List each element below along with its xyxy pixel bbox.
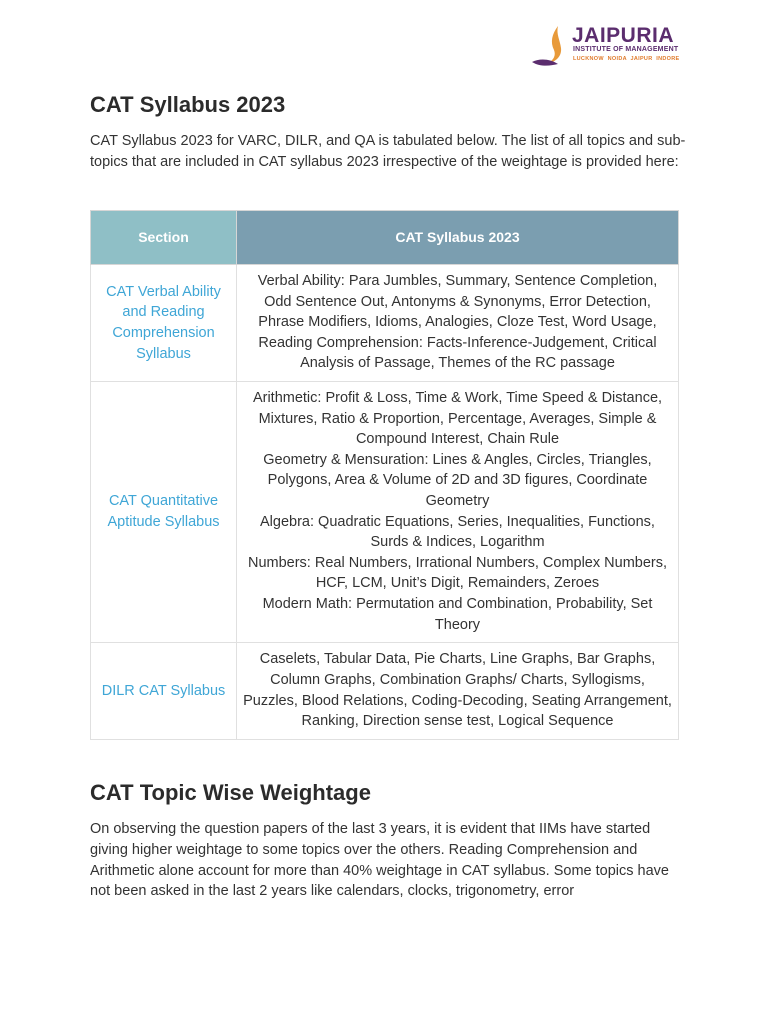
flame-logo-icon <box>528 22 572 68</box>
header-syllabus: CAT Syllabus 2023 <box>237 211 679 265</box>
table-row <box>91 643 679 740</box>
logo-subtitle: INSTITUTE OF MANAGEMENT <box>573 46 679 53</box>
intro-paragraph: CAT Syllabus 2023 for VARC, DILR, and QA is tabulated below. The list of all topics and sub-topics that are included in CAT syllabus 2023 irrespective of the weightage is provided here: <box>90 133 686 170</box>
syllabus-line: Algebra: Quadratic Equations, Series, Inequalities, Functions, Surds & Indices, Logarithm <box>260 513 655 551</box>
section-link-varc[interactable]: CAT Verbal Ability and Reading Comprehension Syllabus <box>91 265 237 382</box>
page-title: CAT Syllabus 2023 <box>90 92 286 117</box>
syllabus-line: Verbal Ability: Para Jumbles, Summary, Sentence Completion, Odd Sentence Out, Antonyms & Synonyms, Error Detection, Phrase Modifiers, Idioms, Analogies, Cloze Test, Word Usage, Reading Comprehension: Facts-Inference-Judgement, Critical Analysis of Passage, Themes of the RC passage <box>257 273 658 372</box>
syllabus-cell <box>237 265 679 382</box>
section-link-qa[interactable]: CAT Quantitative Aptitude Syllabus <box>91 382 237 643</box>
syllabus-line: Caselets, Tabular Data, Pie Charts, Line Graphs, Bar Graphs, Column Graphs, Combination Graphs/ Charts, Syllogisms, Puzzles, Blood Relations, Coding-Decoding, Seating Arrangement, Ranking, Direction sense test, Logical Sequence <box>243 651 672 730</box>
table-row <box>91 382 679 643</box>
syllabus-table <box>90 210 679 740</box>
weightage-paragraph: On observing the question papers of the last 3 years, it is evident that IIMs have started giving higher weightage to some topics over the others. Reading Comprehension and Arithmetic alone account for more than 40% weightage in CAT syllabus. Some topics have not been asked in the last 2 years like calendars, clocks, trigonometry, error <box>90 821 669 900</box>
syllabus-line: Arithmetic: Profit & Loss, Time & Work, Time Speed & Distance, Mixtures, Ratio & Proportion, Percentage, Averages, Simple & Compound Interest, Chain Rule <box>252 390 663 448</box>
syllabus-cell <box>237 643 679 740</box>
logo-brand: JAIPURIA <box>572 24 675 47</box>
syllabus-line: Numbers: Real Numbers, Irrational Numbers, Complex Numbers, HCF, LCM, Unit’s Digit, Remainders, Zeroes <box>247 554 668 592</box>
syllabus-line: Modern Math: Permutation and Combination, Probability, Set Theory <box>262 595 653 633</box>
section-link-dilr[interactable]: DILR CAT Syllabus <box>91 643 237 740</box>
syllabus-line: Geometry & Mensuration: Lines & Angles, Circles, Triangles, Polygons, Area & Volume of 2D and 3D figures, Coordinate Geometry <box>263 451 652 509</box>
table-header-row <box>91 211 679 265</box>
section-heading-weightage: CAT Topic Wise Weightage <box>90 780 371 805</box>
header-section: Section <box>91 211 237 265</box>
syllabus-cell <box>237 382 679 643</box>
table-row <box>91 265 679 382</box>
jaipuria-logo <box>528 22 688 68</box>
logo-cities: LUCKNOW NOIDA JAIPUR INDORE <box>573 56 680 62</box>
